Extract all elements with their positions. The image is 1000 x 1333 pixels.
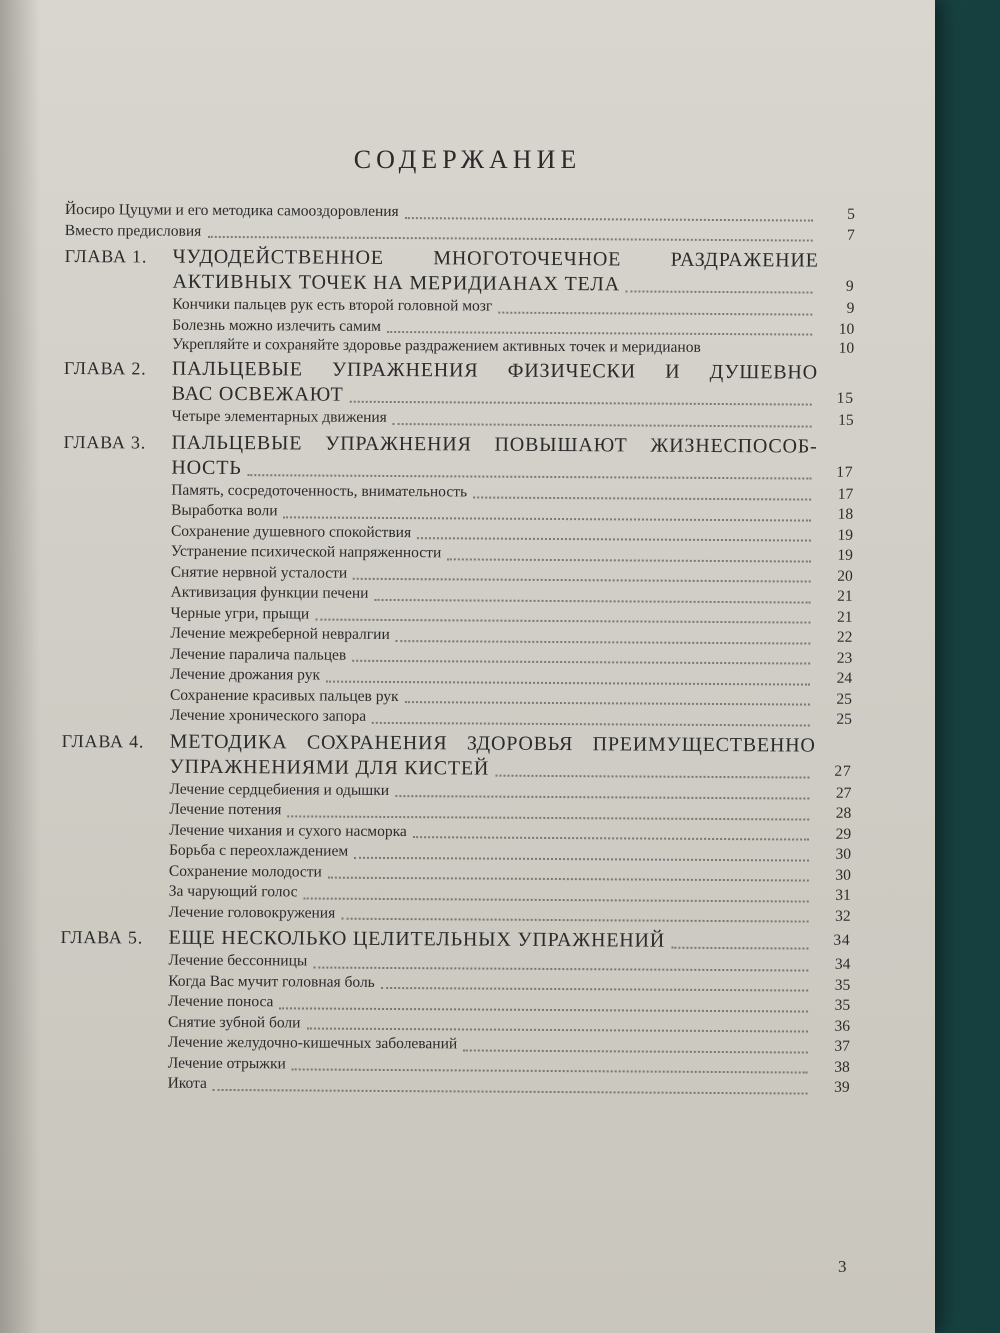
leader-dots (626, 289, 813, 293)
toc-entry-title: Лечение хронического запора (169, 706, 367, 725)
leader-dots (393, 422, 812, 428)
chapter-title-text: ВАС ОСВЕЖАЮТ (171, 382, 344, 406)
toc-entry-page: 29 (835, 825, 852, 843)
toc-entry-title: Кончики пальцев рук есть второй головной мозг (172, 295, 493, 315)
toc-entry-page: 10 (838, 320, 855, 338)
leader-dots (341, 917, 808, 923)
toc-entry-title: Болезнь можно излечить самим (172, 316, 382, 335)
leader-dots (313, 965, 808, 971)
leader-dots (374, 597, 810, 603)
chapter-heading (61, 728, 851, 783)
toc-entry-title: Лечение отрыжки (167, 1054, 286, 1072)
leader-dots (671, 946, 809, 950)
toc-entry-title: Лечение сердцебиения и одышки (169, 780, 390, 799)
toc-entry-title: Снятие нервной усталости (170, 563, 348, 582)
chapter-page: 27 (834, 762, 852, 780)
toc-entry-title: Укрепляйте и сохраняйте здоровье раздражением активных точек и меридианов (172, 335, 701, 356)
toc-entry-title: Черные угри, прыщи (170, 604, 310, 622)
leader-dots (447, 557, 811, 562)
leader-dots (498, 310, 812, 315)
toc-entry-title: Память, сосредоточенность, внимательность (171, 481, 468, 500)
page-gutter-shadow (0, 0, 40, 1333)
chapter-heading (64, 244, 854, 299)
chapter-title-text: ЧУДОДЕЙСТВЕННОЕ МНОГОТОЧЕЧНОЕ РАЗДРАЖЕНИЕ (172, 245, 819, 272)
chapter-heading (64, 356, 854, 411)
toc-entry-page: 34 (834, 955, 851, 973)
toc-entry-title: Лечение дрожания рук (170, 665, 321, 684)
toc-entry-title: Сохранение молодости (168, 862, 322, 881)
leader-dots (349, 400, 811, 406)
leader-dots (292, 1067, 808, 1073)
toc-entry-title: Икота (167, 1074, 207, 1092)
chapter-number: ГЛАВА 3. (63, 431, 147, 452)
toc-entry-title: Активизация функции печени (170, 583, 369, 602)
chapter-number: ГЛАВА 4. (61, 730, 145, 751)
toc-entry-title: Борьба с переохлаждением (168, 841, 349, 860)
toc-entry-page: 22 (836, 628, 853, 646)
toc-entry-page: 27 (835, 784, 852, 802)
leader-dots (213, 1087, 808, 1094)
toc-entry-page: 21 (837, 587, 853, 605)
toc-entry-title: Вместо предисловия (64, 221, 202, 240)
leader-dots (279, 1006, 808, 1012)
toc-entry-page: 32 (835, 907, 851, 925)
toc-entry-page: 39 (834, 1078, 850, 1096)
leader-dots (396, 639, 811, 645)
toc-entry-page: 30 (835, 845, 852, 863)
leader-dots (315, 618, 810, 624)
chapter-title-text: ЕЩЕ НЕСКОЛЬКО ЦЕЛИТЕЛЬНЫХ УПРАЖНЕНИЙ (168, 926, 666, 952)
chapter-number: ГЛАВА 5. (60, 926, 144, 948)
toc-entry-page: 21 (836, 608, 853, 626)
toc-entry-page: 9 (846, 299, 855, 317)
toc-entry-title: Снятие зубной боли (167, 1013, 301, 1031)
page-title: СОДЕРЖАНИЕ (353, 145, 582, 174)
toc-entry-title: Лечение желудочно-кишечных заболеваний (167, 1033, 458, 1053)
leader-dots (395, 794, 809, 800)
toc-entry-page: 38 (834, 1058, 850, 1076)
leader-dots (387, 330, 812, 336)
leader-dots (247, 473, 811, 479)
chapter-title (172, 357, 854, 411)
leader-dots (328, 876, 809, 882)
chapter-page: 34 (833, 931, 851, 949)
chapter-title-text: ПАЛЬЦЕВЫЕ УПРАЖНЕНИЯ ПОВЫШАЮТ ЖИЗНЕСПОСОБ- (171, 431, 818, 458)
leader-dots (353, 577, 811, 583)
toc-entry-title: Йосиро Цуцуми и его методика самооздоровления (64, 200, 399, 221)
toc-entry-title: Лечение чихания и сухого насморка (169, 821, 407, 840)
toc-entry-page: 37 (834, 1037, 850, 1055)
chapter-title-line (171, 430, 853, 459)
leader-dots (372, 720, 810, 726)
leader-dots (207, 235, 813, 242)
toc-entry-page: 25 (836, 690, 853, 708)
toc-entry-title: Когда Вас мучит головная боль (168, 972, 375, 991)
chapter-page: 15 (836, 389, 854, 407)
leader-dots (306, 1026, 808, 1032)
toc-entry (60, 1073, 850, 1098)
leader-dots (284, 515, 812, 521)
chapter-title (171, 430, 853, 484)
leader-dots (405, 216, 813, 221)
leader-dots (413, 835, 809, 840)
leader-dots (405, 700, 810, 705)
page-number: 3 (838, 1257, 847, 1276)
toc-entry-title: Четыре элементарных движения (171, 407, 387, 426)
toc-entry-title: Лечение поноса (168, 992, 274, 1011)
leader-dots (287, 814, 809, 820)
toc-entry-page: 15 (838, 411, 854, 429)
chapter-page: 9 (845, 277, 855, 295)
toc-entry-page: 19 (837, 526, 854, 544)
leader-dots (303, 896, 808, 902)
toc-entry-page: 17 (837, 485, 854, 503)
leader-dots (463, 1048, 808, 1053)
leader-dots (326, 679, 810, 685)
toc-entry-page: 7 (847, 226, 855, 244)
chapter-number: ГЛАВА 1. (64, 245, 148, 267)
toc-entry-page: 20 (837, 567, 853, 585)
toc-entry-page: 25 (836, 710, 852, 728)
toc-entry-page: 24 (836, 669, 853, 687)
leader-dots (495, 773, 809, 778)
chapter-page: 17 (836, 463, 854, 481)
toc-entry-title: Лечение головокружения (168, 903, 336, 922)
toc-entry-page: 30 (835, 866, 851, 884)
toc-entry-page: 35 (834, 976, 851, 994)
toc-entry-page: 31 (835, 886, 851, 904)
chapter-number: ГЛАВА 2. (63, 357, 147, 379)
toc-entry-title: Лечение паралича пальцев (170, 645, 347, 664)
leader-dots (473, 495, 811, 500)
leader-dots (352, 659, 810, 665)
chapter-title (172, 245, 854, 299)
leader-dots (417, 536, 811, 541)
toc-entry-page: 19 (837, 546, 853, 564)
toc-entry-page: 35 (834, 996, 851, 1014)
chapter-title-text: МЕТОДИКА СОХРАНЕНИЯ ЗДОРОВЬЯ ПРЕИМУЩЕСТВЕННО (169, 730, 816, 757)
toc-entry-title: Лечение бессонницы (168, 951, 308, 970)
chapter-title-text: АКТИВНЫХ ТОЧЕК НА МЕРИДИАНАХ ТЕЛА (172, 270, 621, 296)
toc-entry-page: 10 (838, 339, 855, 357)
toc-entry-page: 5 (847, 205, 855, 223)
toc-entry-page: 23 (836, 649, 853, 667)
toc-entry-title: Устранение психической напряженности (170, 542, 442, 562)
toc-entry-title: Выработка воли (171, 501, 278, 520)
table-of-contents (60, 200, 855, 1098)
toc-entry-title: За чарующий голос (168, 882, 298, 901)
toc-entry-title: Лечение потения (169, 800, 282, 819)
chapter-title-text: УПРАЖНЕНИЯМИ ДЛЯ КИСТЕЙ (169, 755, 490, 780)
leader-dots (354, 855, 809, 861)
chapter-title (169, 729, 851, 783)
leader-dots (381, 986, 808, 992)
chapter-title-text: ПАЛЬЦЕВЫЕ УПРАЖНЕНИЯ ФИЗИЧЕСКИ И ДУШЕВНО (171, 357, 819, 384)
toc-entry-page: 28 (835, 804, 852, 822)
chapter-heading (63, 429, 853, 484)
toc-entry-title: Сохранение душевного спокойствия (170, 522, 412, 541)
toc-entry-title: Лечение межреберной невралгии (170, 624, 390, 643)
toc-entry-page: 18 (837, 505, 854, 523)
chapter-title-text: НОСТЬ (171, 456, 242, 479)
toc-entry-page: 36 (834, 1017, 851, 1035)
toc-entry-title: Сохранение красивых пальцев рук (169, 686, 399, 705)
